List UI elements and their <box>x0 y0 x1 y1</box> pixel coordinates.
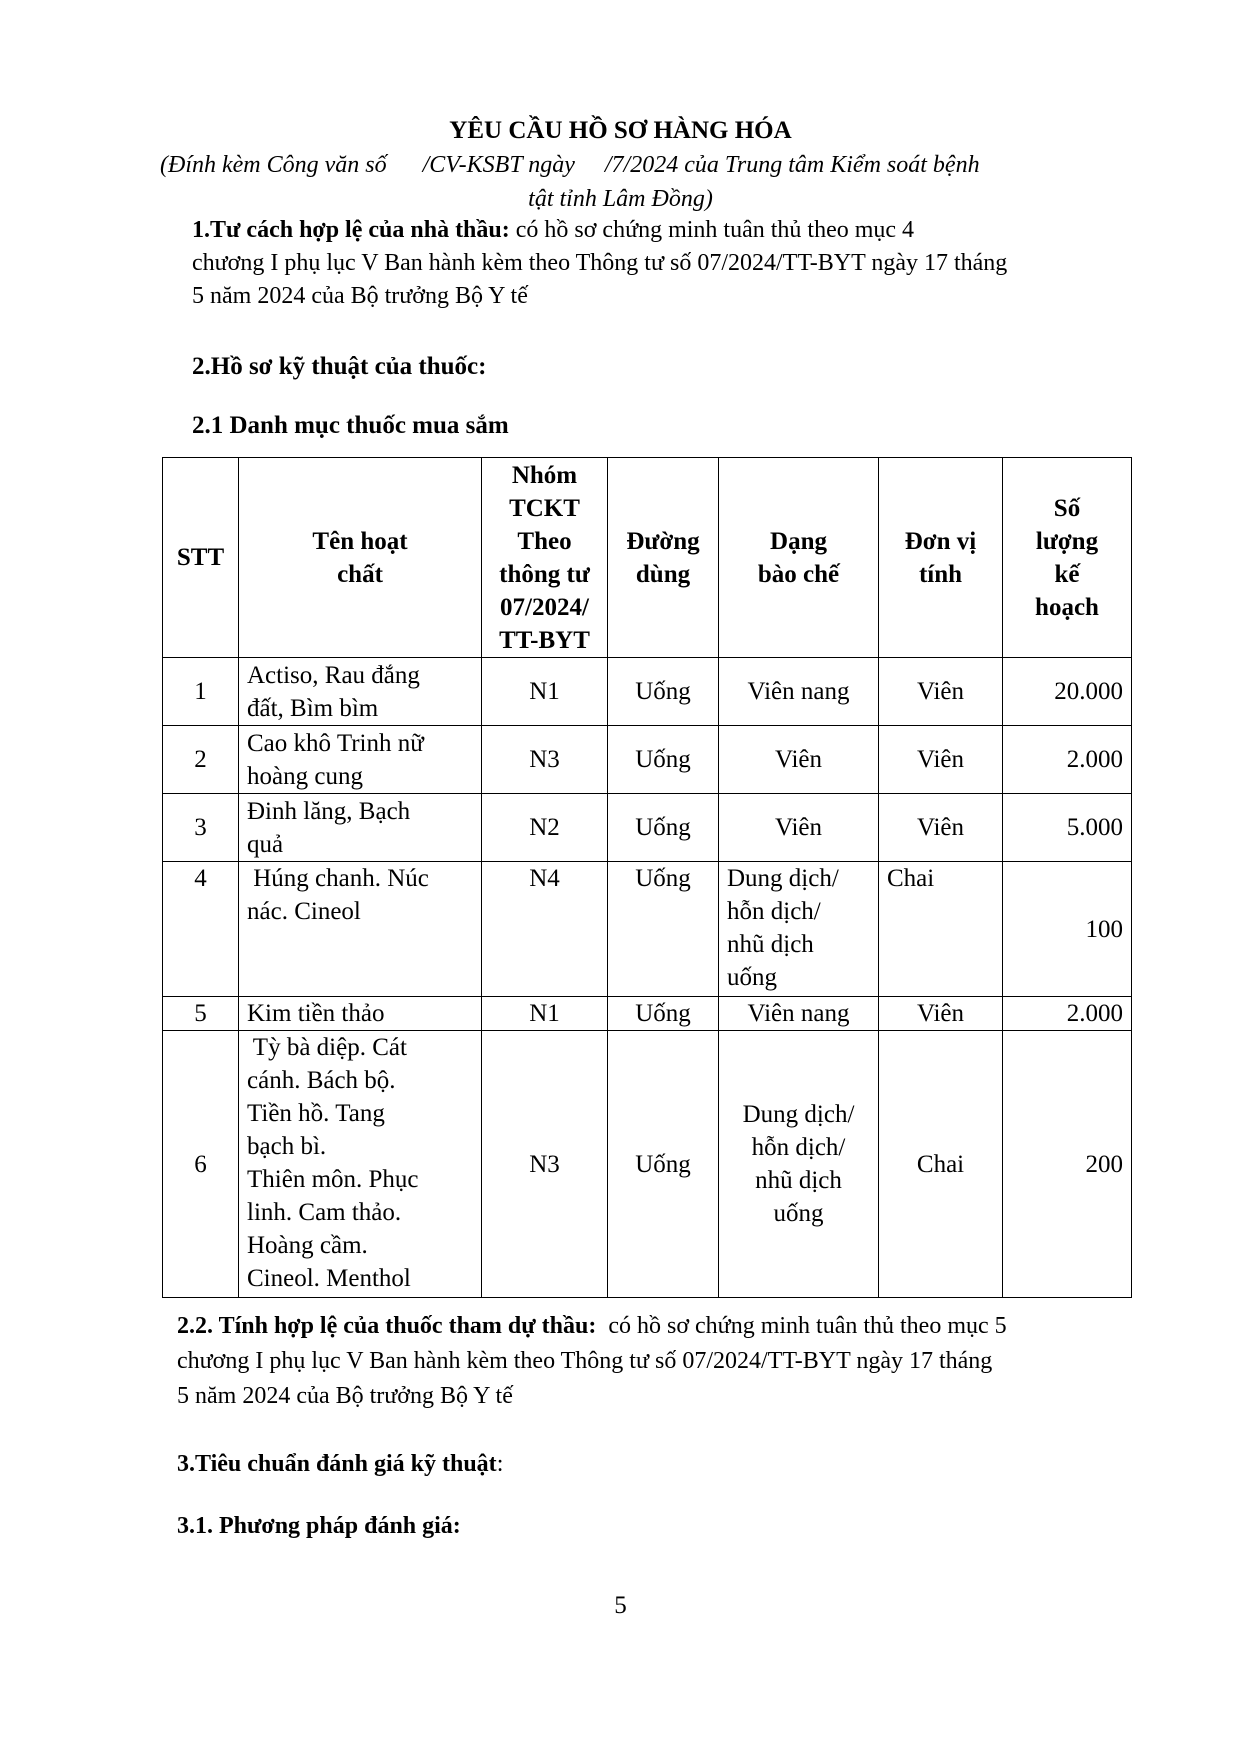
section-1-line-3: 5 năm 2024 của Bộ trưởng Bộ Y tế <box>192 283 528 309</box>
cell-ten: Actiso, Rau đắng đất, Bìm bìm <box>239 658 482 726</box>
medicine-table <box>162 457 1132 1298</box>
cell-ten: Kim tiền thảo <box>239 997 482 1031</box>
cell-dang: Viên <box>719 726 879 794</box>
table-row <box>163 658 1132 726</box>
section-1-heading: 1.Tư cách hợp lệ của nhà thầu: <box>192 217 510 243</box>
cell-donvi: Viên <box>879 658 1003 726</box>
section-2-2 <box>177 1310 1137 1343</box>
cell-dang: Viên <box>719 794 879 862</box>
cell-soluong: 5.000 <box>1003 794 1132 862</box>
cell-dang: Viên nang <box>719 997 879 1031</box>
subtitle-part-1: (Đính kèm Công văn số <box>160 152 387 178</box>
section-3-1-heading: 3.1. Phương pháp đánh giá: <box>177 1513 461 1539</box>
header-so-luong: Số lượng kế hoạch <box>1003 458 1132 658</box>
cell-dang: Dung dịch/ hỗn dịch/ nhũ dịch uống <box>719 1031 879 1298</box>
subtitle-part-3: /7/2024 của Trung tâm Kiểm soát bệnh <box>604 152 980 178</box>
cell-soluong: 100 <box>1003 862 1132 997</box>
section-1-line-2: chương I phụ lục V Ban hành kèm theo Thông tư số 07/2024/TT-BYT ngày 17 tháng <box>192 250 1008 276</box>
cell-stt: 4 <box>163 862 239 997</box>
cell-dang: Dung dịch/ hỗn dịch/ nhũ dịch uống <box>719 862 879 997</box>
cell-ten: Đinh lăng, Bạch quả <box>239 794 482 862</box>
cell-donvi: Chai <box>879 1031 1003 1298</box>
section-3-heading: 3.Tiêu chuẩn đánh giá kỹ thuật <box>177 1451 497 1477</box>
cell-ten: Cao khô Trinh nữ hoàng cung <box>239 726 482 794</box>
cell-duong: Uống <box>608 862 719 997</box>
subtitle-part-2: /CV-KSBT ngày <box>422 152 575 178</box>
table-row <box>163 862 1132 997</box>
section-1-line-1: có hồ sơ chứng minh tuân thủ theo mục 4 <box>509 217 915 243</box>
header-don-vi-tinh: Đơn vị tính <box>879 458 1003 658</box>
cell-soluong: 20.000 <box>1003 658 1132 726</box>
cell-donvi: Viên <box>879 794 1003 862</box>
cell-nhom: N4 <box>482 862 608 997</box>
header-duong-dung: Đường dùng <box>608 458 719 658</box>
cell-stt: 2 <box>163 726 239 794</box>
cell-soluong: 200 <box>1003 1031 1132 1298</box>
section-2-1-heading: 2.1 Danh mục thuốc mua sắm <box>192 412 509 439</box>
subtitle-line-2: tật tỉnh Lâm Đồng) <box>528 186 713 212</box>
cell-stt: 5 <box>163 997 239 1031</box>
table-row <box>163 997 1132 1031</box>
cell-nhom: N3 <box>482 726 608 794</box>
table-header-row <box>163 458 1132 658</box>
cell-duong: Uống <box>608 997 719 1031</box>
cell-donvi: Chai <box>879 862 1003 997</box>
cell-stt: 6 <box>163 1031 239 1298</box>
table-row <box>163 726 1132 794</box>
cell-soluong: 2.000 <box>1003 997 1132 1031</box>
section-2-2-line-3: 5 năm 2024 của Bộ trưởng Bộ Y tế <box>177 1383 513 1409</box>
subtitle-line-1 <box>160 148 1120 182</box>
section-3 <box>177 1448 503 1481</box>
cell-stt: 3 <box>163 794 239 862</box>
table-row <box>163 794 1132 862</box>
cell-duong: Uống <box>608 794 719 862</box>
section-3-colon: : <box>496 1451 504 1477</box>
section-2-2-line-2: chương I phụ lục V Ban hành kèm theo Thông tư số 07/2024/TT-BYT ngày 17 tháng <box>177 1348 993 1374</box>
cell-dang: Viên nang <box>719 658 879 726</box>
header-stt: STT <box>163 458 239 658</box>
document-title: YÊU CẦU HỒ SƠ HÀNG HÓA <box>449 117 792 144</box>
cell-nhom: N3 <box>482 1031 608 1298</box>
cell-nhom: N1 <box>482 997 608 1031</box>
header-ten-hoat-chat: Tên hoạt chất <box>239 458 482 658</box>
cell-ten: Húng chanh. Núc nác. Cineol <box>239 862 482 997</box>
section-2-heading: 2.Hồ sơ kỹ thuật của thuốc: <box>192 353 487 380</box>
header-dang-bao-che: Dạng bào chế <box>719 458 879 658</box>
section-2-2-line-1: có hồ sơ chứng minh tuân thủ theo mục 5 <box>596 1313 1007 1339</box>
cell-donvi: Viên <box>879 726 1003 794</box>
cell-nhom: N2 <box>482 794 608 862</box>
cell-duong: Uống <box>608 658 719 726</box>
page-number: 5 <box>614 1592 627 1619</box>
cell-soluong: 2.000 <box>1003 726 1132 794</box>
cell-nhom: N1 <box>482 658 608 726</box>
cell-duong: Uống <box>608 726 719 794</box>
cell-donvi: Viên <box>879 997 1003 1031</box>
section-1 <box>192 214 1132 247</box>
header-nhom-tckt: Nhóm TCKT Theo thông tư 07/2024/ TT-BYT <box>482 458 608 658</box>
section-2-2-heading: 2.2. Tính hợp lệ của thuốc tham dự thầu: <box>177 1313 597 1339</box>
table-row <box>163 1031 1132 1298</box>
cell-ten: Tỳ bà diệp. Cát cánh. Bách bộ. Tiền hồ. Tang bạch bì. Thiên môn. Phục linh. Cam thảo. Hoàng cầm. Cineol. Menthol <box>239 1031 482 1298</box>
cell-stt: 1 <box>163 658 239 726</box>
cell-duong: Uống <box>608 1031 719 1298</box>
